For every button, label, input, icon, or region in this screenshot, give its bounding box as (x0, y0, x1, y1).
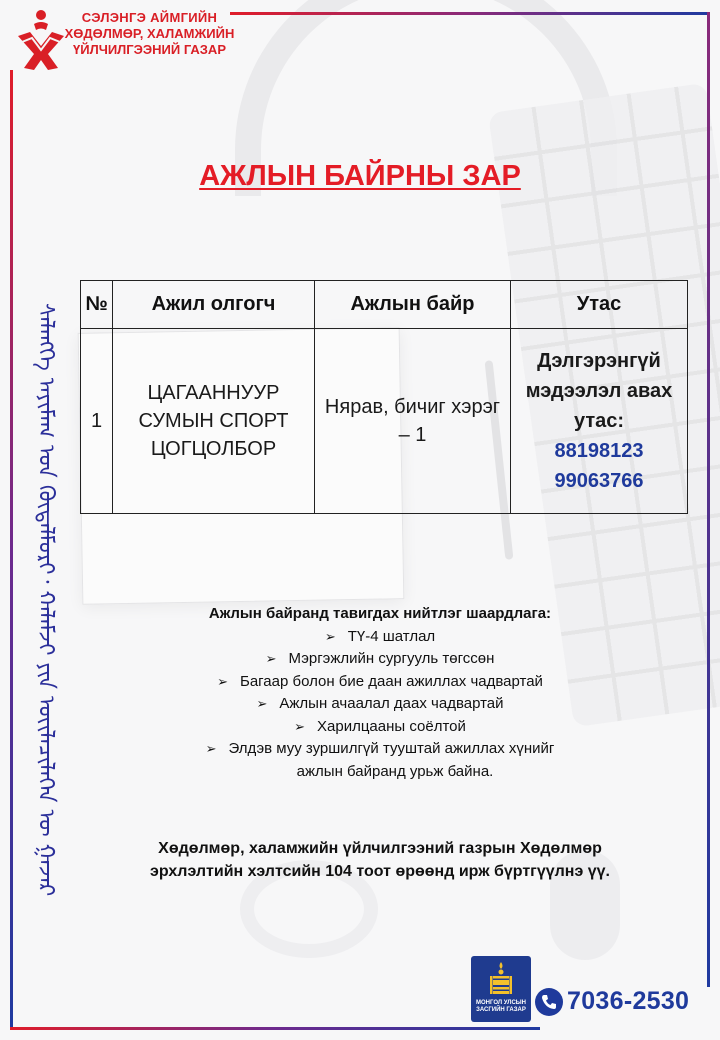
header-number: № (81, 281, 113, 329)
emblem-caption (476, 1000, 526, 1014)
organization-name (62, 10, 237, 58)
frame-right-line (707, 12, 710, 987)
requirements-section (80, 603, 680, 783)
registration-note-line-1: Хөдөлмөр, халамжийн үйлчилгээний газрын Хөдөлмөр (158, 840, 602, 857)
table-header-row (81, 281, 688, 329)
requirements-heading: Ажлын байранд тавигдах нийтлэг шаардлага: (208, 605, 552, 622)
vertical-script-text: ᠰᠡᠯᠡᠩᠭᠡ ᠠᠶᠢᠮᠠᠭ ᠤᠨ ᠬᠥᠳᠡᠯᠮᠦᠷᠢ᠂ ᠬᠠᠯᠠᠮᠵᠢ ᠶᠢᠨ ᠦᠢᠯᠡᠴᠢᠯᠡᠭᠡᠨ ᠦ ᠭᠠᠵᠠᠷ (33, 303, 58, 897)
requirement-item: ➢ Мэргэжлийн сургууль төгссөн (80, 648, 680, 671)
cell-contact (511, 329, 688, 514)
org-line-3: ҮЙЛЧИЛГЭЭНИЙ ГАЗАР (73, 42, 226, 57)
frame-left-line (10, 70, 13, 1030)
requirement-item: ➢ Ажлын ачаалал даах чадвартай (80, 693, 680, 716)
government-emblem (471, 956, 531, 1022)
vertical-script-panel (16, 240, 74, 960)
phone-icon (535, 988, 563, 1016)
frame-top-line (230, 12, 708, 15)
hotline (535, 987, 689, 1016)
page-title: АЖЛЫН БАЙРНЫ ЗАР (199, 160, 521, 192)
table-row (81, 329, 688, 514)
cell-number: 1 (81, 329, 113, 514)
header-phone: Утас (511, 281, 688, 329)
requirement-continuation: ажлын байранд урьж байна. (296, 762, 494, 780)
header-employer: Ажил олгогч (113, 281, 315, 329)
registration-note-line-2: эрхлэлтийн хэлтсийн 104 тоот өрөөнд ирж бүртгүүлнэ үү. (149, 863, 610, 880)
registration-note (90, 837, 670, 883)
contact-phone-2: 99063766 (554, 470, 644, 492)
contact-label: Дэлгэрэнгүй мэдээлэл авах утас: (525, 350, 673, 432)
hotline-number[interactable]: 7036-2530 (567, 987, 690, 1015)
requirement-item: ➢ Багаар болон бие даан ажиллах чадвартай (80, 671, 680, 694)
job-table (80, 280, 688, 514)
emblem-caption-line-1: МОНГОЛ УЛСЫН (476, 1000, 526, 1006)
cell-employer: ЦАГААННУУР СУМЫН СПОРТ ЦОГЦОЛБОР (113, 329, 315, 514)
header-position: Ажлын байр (315, 281, 511, 329)
cell-position: Нярав, бичиг хэрэг – 1 (315, 329, 511, 514)
emblem-soyombo-icon (488, 960, 514, 998)
emblem-caption-line-2: ЗАСГИЙН ГАЗАР (476, 1007, 526, 1013)
requirement-item: ➢ Элдэв муу зуршилгүй тууштай ажиллах хүнийг (80, 738, 680, 761)
org-line-1: СЭЛЭНГЭ АЙМГИЙН (81, 10, 218, 25)
requirement-item: ➢ Харилцааны соёлтой (80, 716, 680, 739)
requirement-item: ➢ ТҮ-4 шатлал (80, 626, 680, 649)
org-line-2: ХӨДӨЛМӨР, ХАЛАМЖИЙН (64, 26, 235, 41)
contact-phone-1: 88198123 (554, 440, 644, 462)
frame-bottom-line (10, 1027, 540, 1030)
